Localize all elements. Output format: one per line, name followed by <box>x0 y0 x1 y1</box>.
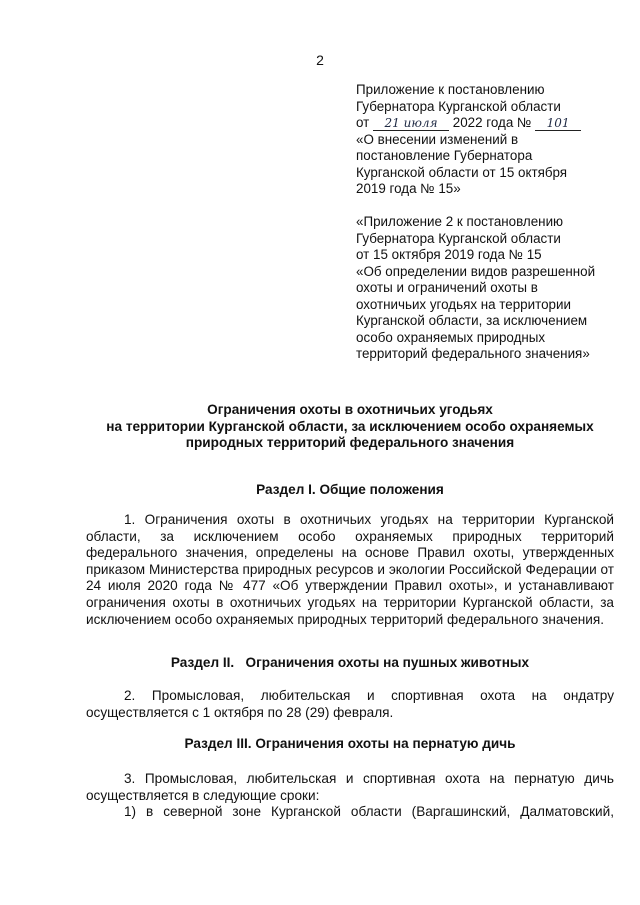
title-line: природных территорий федерального значения <box>185 435 515 450</box>
reference-line: охотничьих угодьях на территории <box>356 296 571 312</box>
reference-line: от 15 октября 2019 года № 15 <box>356 247 542 262</box>
appendix-line: 2019 года № 15» <box>356 181 461 196</box>
title-line: на территории Курганской области, за исключением особо охраняемых <box>106 418 594 434</box>
reference-line: «Приложение 2 к постановлению <box>356 214 564 229</box>
year-and-number-label: 2022 года № <box>452 115 532 130</box>
reference-line: Курганской области, за исключением <box>356 313 588 328</box>
section-2-paragraph: 2. Промысловая, любительская и спортивная охота на ондатру осуществляется с 1 октября по 28 (29) февраля. <box>86 688 614 720</box>
section-2-heading: Раздел II. Ограничения охоты на пушных животных <box>170 655 530 670</box>
section-3-paragraph: 3. Промысловая, любительская и спортивная охота на пернатую дичь осуществляется в следующие сроки: <box>86 771 614 803</box>
title-line: Ограничения охоты в охотничьих угодьях <box>207 402 493 417</box>
appendix-line: Курганской области от 15 октября <box>356 164 568 180</box>
section-3-heading: Раздел III. Ограничения охоты на пернатую дичь <box>184 736 516 751</box>
appendix-line: постановление Губернатора <box>356 148 533 163</box>
page-number: 2 <box>316 52 324 68</box>
reference-line: территорий федерального значения» <box>356 346 590 361</box>
handwritten-number: 101 <box>535 116 581 131</box>
handwritten-date: 21 июля <box>373 116 449 131</box>
section-1-paragraph: 1. Ограничения охоты в охотничьих угодьях на территории Курганской области, за исключением особо охраняемых природных территорий федерального значения, определены на основе Правил охоты, утвержденных приказом Министерства природных ресурсов и экологии Российской Федерации от 24 июля 2020 года № 477 «Об утверждении Правил охоты», и устанавливают ограничения охоты в охотничьих угодьях на территории Курганской области, за исключением особо охраняемых природных территорий федерального значения. <box>86 512 614 627</box>
reference-line: «Об определении видов разрешенной <box>356 263 596 279</box>
appendix-line: «О внесении изменений в <box>356 131 519 147</box>
date-prefix: от <box>356 115 370 130</box>
reference-line: особо охраняемых природных <box>356 329 546 345</box>
reference-line: Губернатора Курганской области <box>356 230 561 246</box>
appendix-header <box>356 82 626 198</box>
section-1-heading: Раздел I. Общие положения <box>256 482 444 497</box>
reference-line: охоты и ограничений охоты в <box>356 280 538 295</box>
appendix-date-line <box>356 115 626 132</box>
appendix-line: Приложение к постановлению <box>356 82 545 97</box>
section-3-subitem: 1) в северной зоне Курганской области (Варгашинский, Далматовский, <box>124 804 614 819</box>
document-title <box>60 402 640 452</box>
appendix-reference <box>356 214 626 363</box>
appendix-line: Губернатора Курганской области <box>356 98 561 114</box>
